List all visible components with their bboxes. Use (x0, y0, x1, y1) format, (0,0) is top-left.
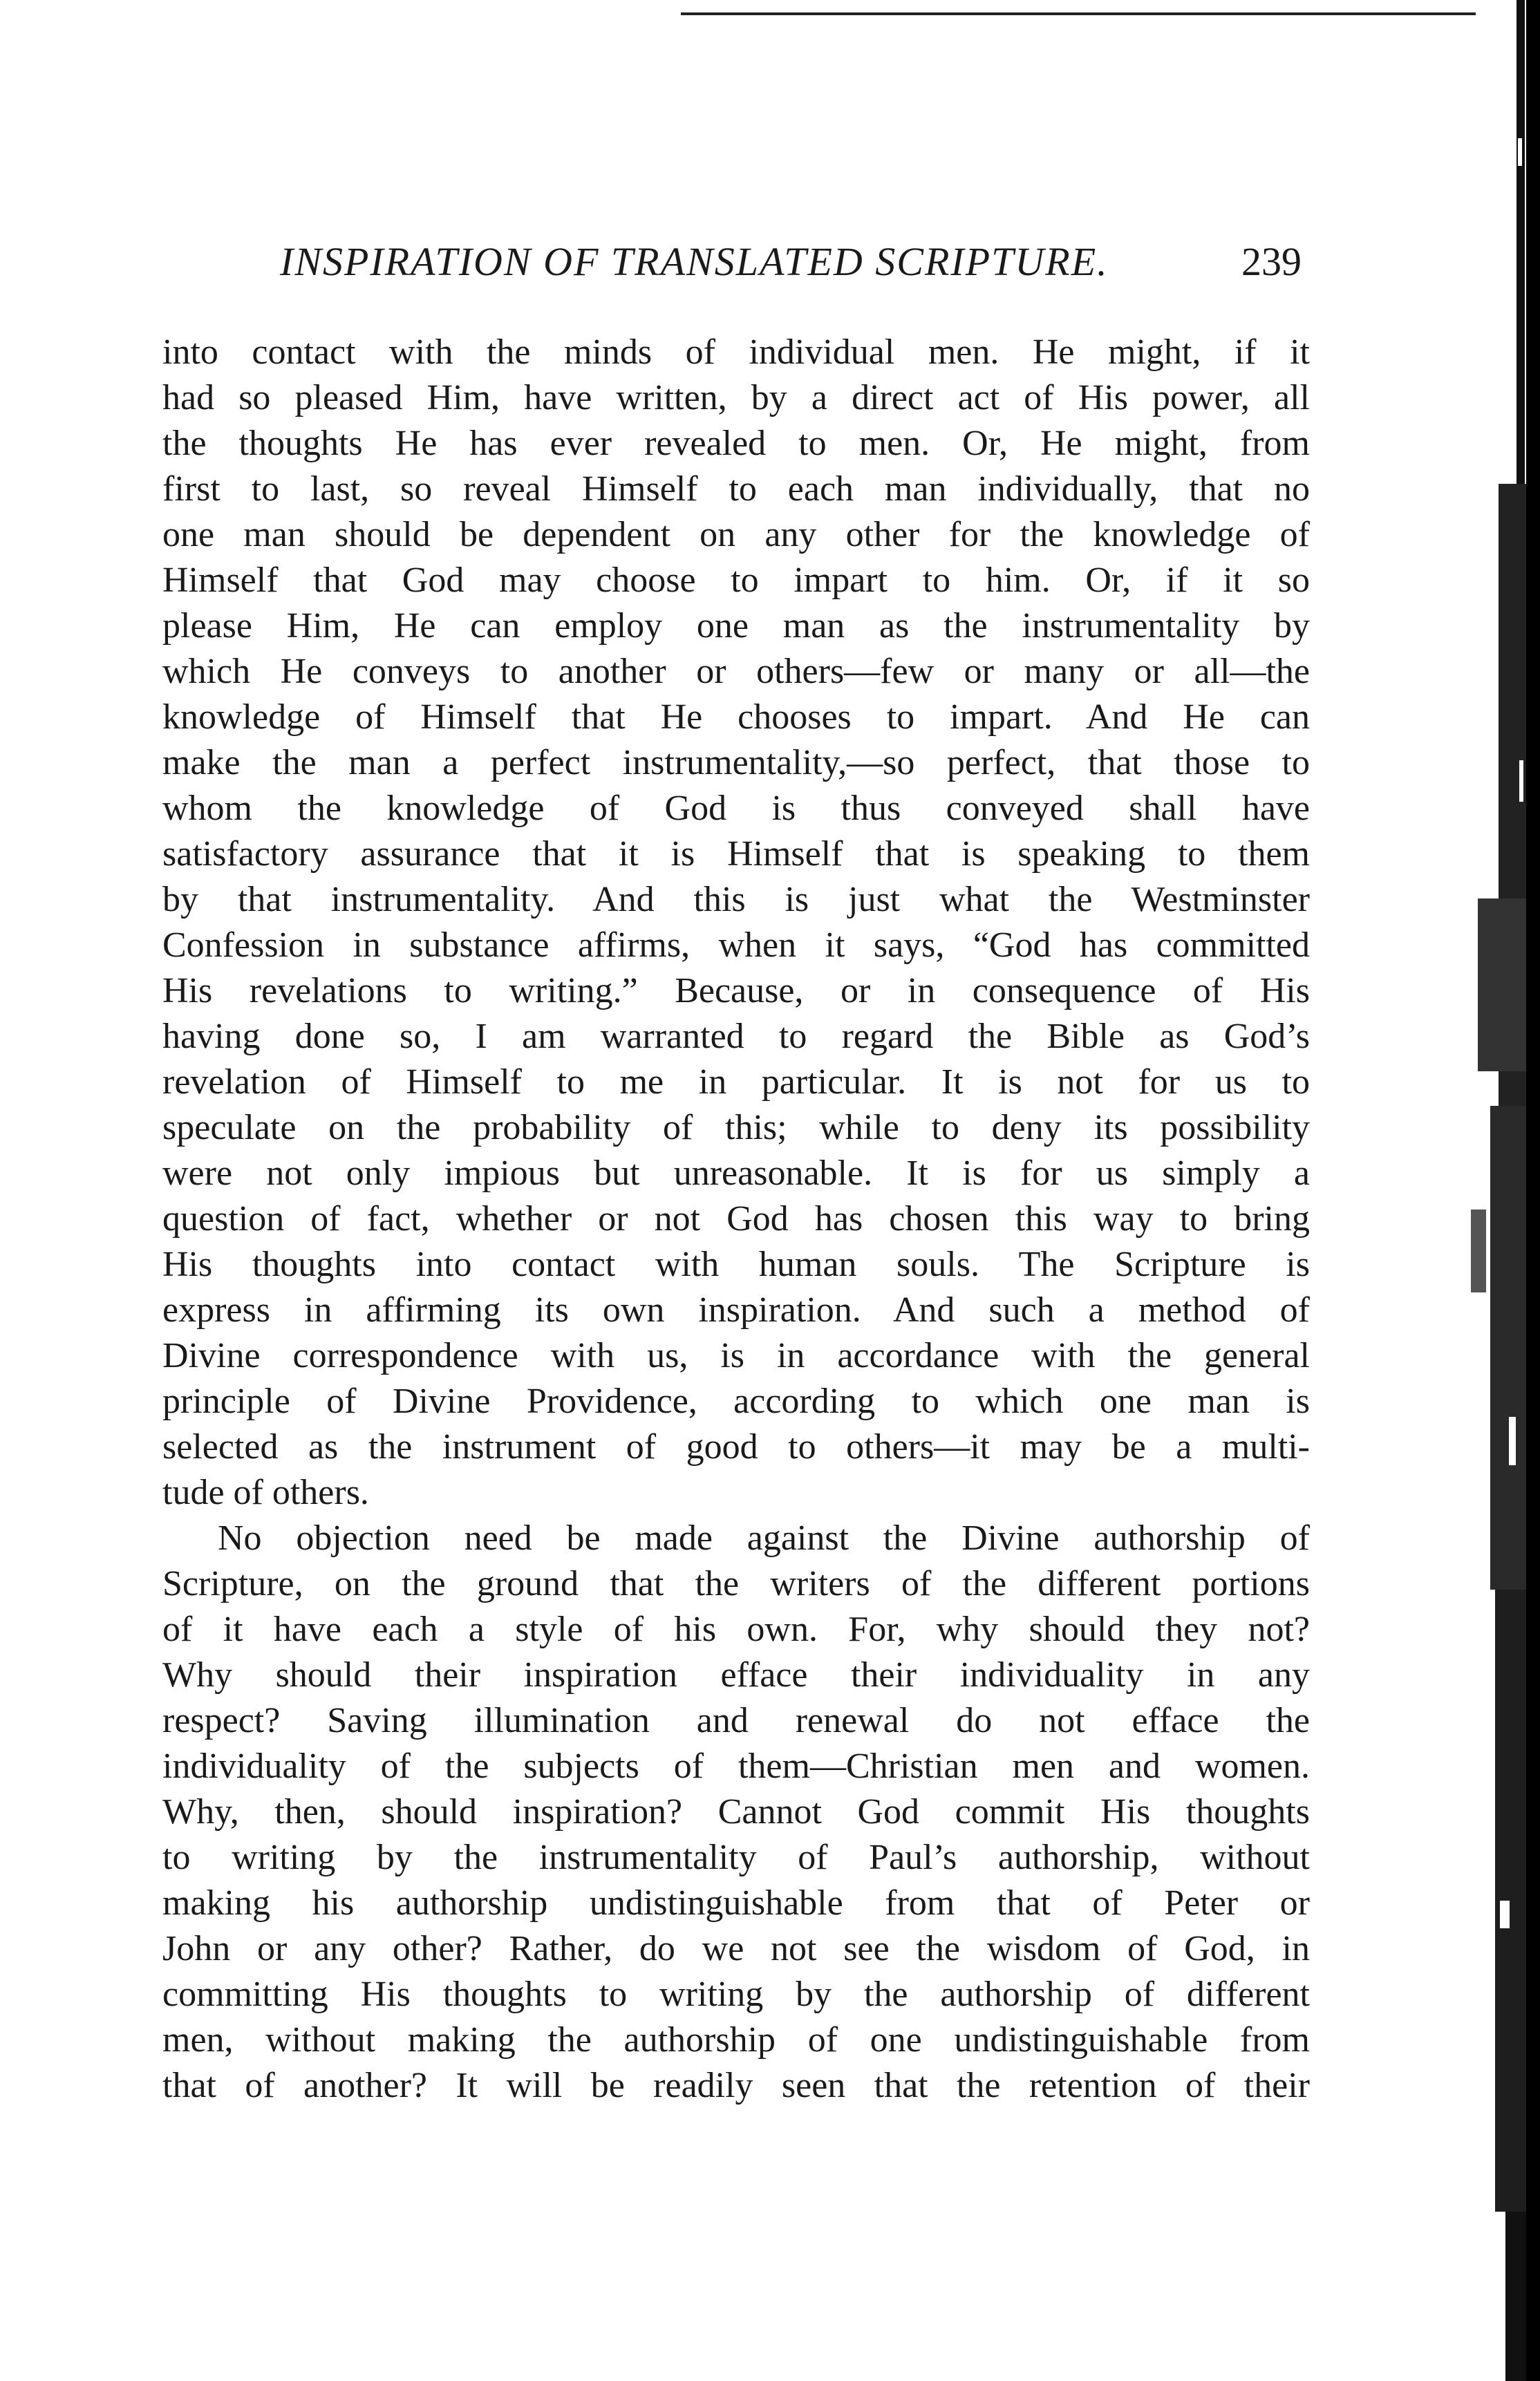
paragraph-start-line: No objection need be made against the Divine authorship of (218, 1518, 1310, 1558)
text-line: Scripture, on the ground that the writers of the different portions (162, 1564, 1310, 1603)
text-line: to writing by the instrumentality of Paul’s authorship, without (162, 1838, 1310, 1877)
text-line: the thoughts He has ever revealed to men. Or, He might, from (162, 424, 1310, 463)
text-line: make the man a perfect instrumentality,—so perfect, that those to (162, 743, 1310, 782)
text-line: men, without making the authorship of one undistinguishable from (162, 2020, 1310, 2060)
text-line: satisfactory assurance that it is Himself that is speaking to them (162, 834, 1310, 874)
text-line: making his authorship undistinguishable from that of Peter or (162, 1883, 1310, 1923)
page-number: 239 (1241, 239, 1302, 284)
text-line: were not only impious but unreasonable. It is for us simply a (162, 1154, 1310, 1193)
text-line: His revelations to writing.” Because, or in consequence of His (162, 971, 1310, 1010)
paragraph-end-line: tude of others. (162, 1473, 369, 1512)
text-line: express in affirming its own inspiration. And such a method of (162, 1290, 1310, 1330)
text-line: Why, then, should inspiration? Cannot God commit His thoughts (162, 1792, 1310, 1832)
text-line: of it have each a style of his own. For, why should they not? (162, 1610, 1310, 1649)
book-page (162, 0, 1310, 2381)
text-line: whom the knowledge of God is thus conveyed shall have (162, 789, 1310, 828)
scanned-page-edge (1457, 0, 1540, 2381)
text-line: by that instrumentality. And this is just what the Westminster (162, 880, 1310, 919)
text-line: Why should their inspiration efface their individuality in any (162, 1655, 1310, 1695)
text-line: had so pleased Him, have written, by a direct act of His power, all (162, 378, 1310, 417)
text-line: knowledge of Himself that He chooses to impart. And He can (162, 697, 1310, 737)
text-line: revelation of Himself to me in particular. It is not for us to (162, 1062, 1310, 1102)
text-line: one man should be dependent on any other for the knowledge of (162, 515, 1310, 554)
text-line: Confession in substance affirms, when it says, “God has committed (162, 925, 1310, 965)
text-line: having done so, I am warranted to regard the Bible as God’s (162, 1017, 1310, 1056)
text-line: His thoughts into contact with human souls. The Scripture is (162, 1245, 1310, 1284)
text-line: Himself that God may choose to impart to him. Or, if it so (162, 561, 1310, 600)
text-line: which He conveys to another or others—few or many or all—the (162, 652, 1310, 691)
text-line: respect? Saving illumination and renewal do not efface the (162, 1701, 1310, 1740)
text-line: selected as the instrument of good to others—it may be a multi- (162, 1427, 1310, 1467)
text-line: into contact with the minds of individual men. He might, if it (162, 332, 1310, 372)
text-line: speculate on the probability of this; while to deny its possibility (162, 1108, 1310, 1147)
text-line: question of fact, whether or not God has chosen this way to bring (162, 1199, 1310, 1239)
text-line: that of another? It will be readily seen that the retention of their (162, 2066, 1310, 2105)
text-line: John or any other? Rather, do we not see the wisdom of God, in (162, 1929, 1310, 1968)
text-line: please Him, He can employ one man as the instrumentality by (162, 606, 1310, 646)
text-line: individuality of the subjects of them—Christian men and women. (162, 1747, 1310, 1786)
text-line: committing His thoughts to writing by the authorship of different (162, 1975, 1310, 2014)
text-line: Divine correspondence with us, is in accordance with the general (162, 1336, 1310, 1375)
text-line: principle of Divine Providence, according to which one man is (162, 1382, 1310, 1421)
running-head (162, 238, 1310, 294)
running-title: INSPIRATION OF TRANSLATED SCRIPTURE. (280, 239, 1109, 284)
body-text (162, 330, 1310, 2109)
text-line: first to last, so reveal Himself to each man individually, that no (162, 469, 1310, 509)
